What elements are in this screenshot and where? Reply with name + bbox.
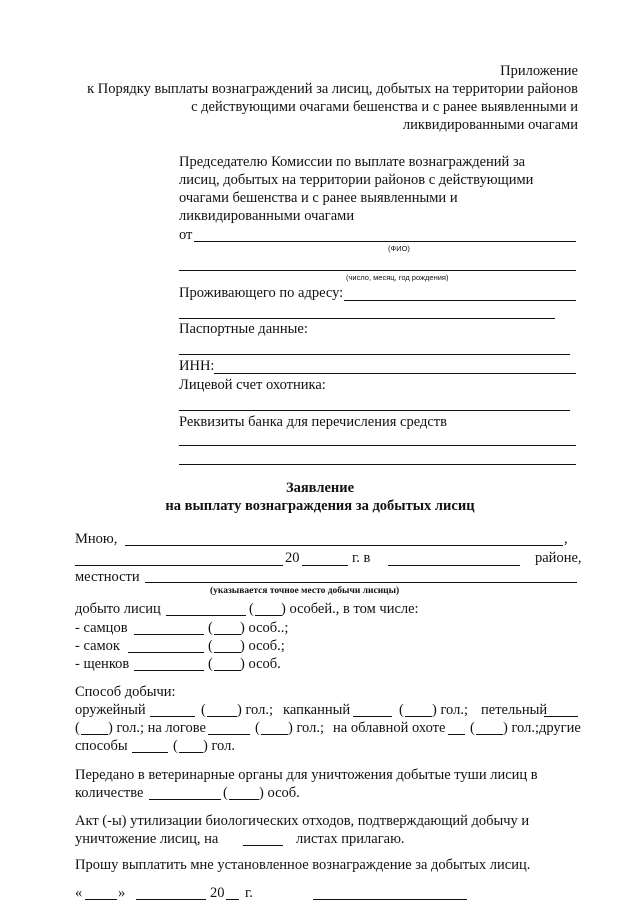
sheets-label: листах прилагаю. [296, 831, 405, 847]
drive-hunt-count-field[interactable] [448, 734, 465, 735]
date-quote-close: » [118, 885, 126, 901]
date-quote-open: « [75, 885, 83, 901]
heads-label: ) гол.; [503, 720, 539, 736]
paren-open: ( [201, 702, 206, 718]
act-text: Акт (-ы) утилизации биологических отходов, подтверждающий добычу и [75, 813, 530, 829]
sheets-count-field[interactable] [243, 845, 283, 846]
den-count-words-field[interactable] [261, 734, 288, 735]
appendix-line: к Порядку выплаты вознаграждений за лисиц, добытых на территории районов [87, 81, 578, 97]
caught-count-field[interactable] [166, 615, 246, 616]
other-count-field[interactable] [132, 752, 168, 753]
from-label: от [179, 227, 193, 243]
by-me-label: Мною, [75, 531, 118, 547]
document-title: Заявление [285, 480, 355, 496]
females-count-field[interactable] [128, 652, 204, 653]
account-label: Лицевой счет охотника: [179, 377, 326, 393]
appendix-line: с действующими очагами бешенства и с ранее выявленными и [191, 99, 578, 115]
caught-suffix: ) особей., в том числе: [281, 601, 419, 617]
year-suffix: г. в [352, 550, 371, 566]
method-label: Способ добычи: [75, 684, 176, 700]
date-field[interactable] [75, 565, 283, 566]
addressee-line: Председателю Комиссии по выплате вознаграждений за [179, 154, 526, 170]
vet-suffix: ) особ. [259, 785, 300, 801]
heads-label: ) гол.; [237, 702, 273, 718]
paren-open: ( [223, 785, 228, 801]
vet-text: Передано в ветеринарные органы для уничтожения добытые туши лисиц в [75, 767, 538, 783]
bank-field-2[interactable] [179, 464, 576, 465]
birth-date-caption: (число, месяц, год рождения) [346, 273, 449, 282]
caught-count-words-field[interactable] [255, 615, 282, 616]
locality-field[interactable] [145, 582, 577, 583]
birth-date-field[interactable] [179, 270, 576, 271]
signature-field[interactable] [313, 899, 467, 900]
paren-open: ( [399, 702, 404, 718]
caught-label: добыто лисиц [75, 601, 161, 617]
address-field[interactable] [344, 300, 576, 301]
appendix-line: ликвидированными очагами [402, 117, 578, 133]
comma: , [564, 531, 568, 547]
pups-count-words-field[interactable] [214, 670, 241, 671]
year-prefix: 20 [285, 550, 300, 566]
addressee-line: ликвидированными очагами [179, 208, 355, 224]
paren-open: ( [208, 638, 213, 654]
locality-label: местности [75, 569, 140, 585]
sign-year-field[interactable] [226, 899, 239, 900]
address-field-2[interactable] [179, 318, 555, 319]
paren-open: ( [470, 720, 475, 736]
females-label: - самок [75, 638, 120, 654]
sign-year-suffix: г. [245, 885, 253, 901]
district-field[interactable] [388, 565, 520, 566]
quantity-label: количестве [75, 785, 144, 801]
heads-label: ) гол.; [288, 720, 324, 736]
males-count-words-field[interactable] [214, 634, 241, 635]
paren-open: ( [208, 620, 213, 636]
snare-count-words-field[interactable] [81, 734, 108, 735]
locality-caption: (указывается точное место добычи лисицы) [210, 586, 400, 596]
trap-count-field[interactable] [353, 716, 392, 717]
snare-label: петельный [481, 702, 548, 718]
paren-open: ( [75, 720, 80, 736]
request-text: Прошу выплатить мне установленное вознаграждение за добытых лисиц. [75, 857, 531, 873]
paren-open: ( [255, 720, 260, 736]
trap-label: капканный [283, 702, 351, 718]
passport-label: Паспортные данные: [179, 321, 308, 337]
females-count-words-field[interactable] [214, 652, 241, 653]
pups-suffix: ) особ. [240, 656, 281, 672]
pups-label: - щенков [75, 656, 130, 672]
snare-count-field[interactable] [544, 716, 578, 717]
inn-field[interactable] [214, 373, 576, 374]
address-label: Проживающего по адресу: [179, 285, 344, 301]
act-text-2: уничтожение лисиц, на [75, 831, 219, 847]
pups-count-field[interactable] [134, 670, 204, 671]
den-label: ) гол.; на логове [108, 720, 206, 736]
males-label: - самцов [75, 620, 128, 636]
other-count-words-field[interactable] [179, 752, 203, 753]
other-label: другие [539, 720, 581, 736]
document-subtitle: на выплату вознаграждения за добытых лисиц [165, 498, 475, 514]
gun-label: оружейный [75, 702, 146, 718]
passport-field[interactable] [179, 354, 570, 355]
addressee-line: лисиц, добытых на территории районов с действующими [179, 172, 534, 188]
methods-label: способы [75, 738, 128, 754]
heads-label: ) гол. [203, 738, 235, 754]
year-field[interactable] [302, 565, 348, 566]
males-suffix: ) особ..; [240, 620, 289, 636]
heads-label: ) гол.; [432, 702, 468, 718]
paren-open: ( [208, 656, 213, 672]
males-count-field[interactable] [134, 634, 204, 635]
account-field[interactable] [179, 410, 570, 411]
sign-day-field[interactable] [85, 899, 117, 900]
bank-field[interactable] [179, 445, 576, 446]
bank-label: Реквизиты банка для перечисления средств [179, 414, 447, 430]
trap-count-words-field[interactable] [405, 716, 432, 717]
den-count-field[interactable] [208, 734, 250, 735]
females-suffix: ) особ.; [240, 638, 285, 654]
gun-count-words-field[interactable] [207, 716, 237, 717]
vet-count-words-field[interactable] [229, 799, 259, 800]
inn-label: ИНН: [179, 358, 215, 374]
fio-field[interactable] [194, 241, 576, 242]
appendix-title: Приложение [500, 63, 578, 79]
gun-count-field[interactable] [150, 716, 195, 717]
drive-hunt-count-words-field[interactable] [476, 734, 503, 735]
drive-hunt-label: на облавной охоте [333, 720, 446, 736]
district-label: районе, [535, 550, 582, 566]
hunter-name-field[interactable] [125, 545, 563, 546]
vet-count-field[interactable] [149, 799, 221, 800]
fio-caption: (ФИО) [388, 244, 410, 253]
sign-month-field[interactable] [136, 899, 206, 900]
sign-year-prefix: 20 [210, 885, 225, 901]
addressee-line: очагами бешенства и с ранее выявленными и [179, 190, 458, 206]
paren-open: ( [173, 738, 178, 754]
paren-open: ( [249, 601, 254, 617]
